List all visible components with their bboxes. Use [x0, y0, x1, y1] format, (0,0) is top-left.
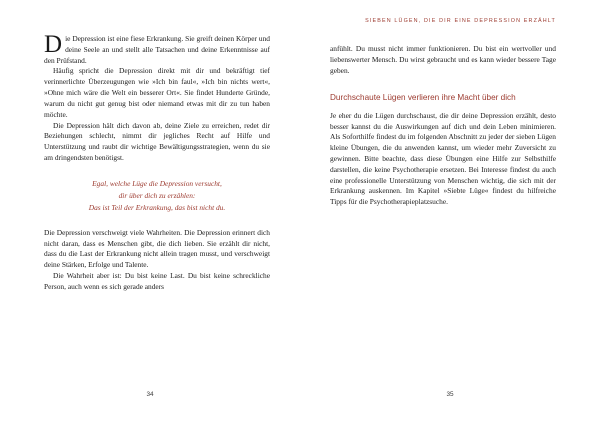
- opening-paragraph: [44, 31, 270, 66]
- folio-left: 34: [146, 391, 154, 398]
- right-column-text-bottom: [330, 111, 556, 208]
- running-head: SIEBEN LÜGEN, DIE DIR EINE DEPRESSION ERZÄHLT: [365, 18, 556, 24]
- left-paragraph-3: Die Depression hält dich davon ab, deine Ziele zu erreichen, redet dir Beziehungen schlecht, nimmt dir jegliches Recht auf Hilfe und Unterstützung und raubt dir wichtige Bewältigungsstrategien, wenn du sie am dringendsten benötigst.: [44, 120, 270, 162]
- right-column-text-top: [330, 44, 556, 76]
- left-column-text-lower: [44, 228, 270, 293]
- left-column-text: [44, 31, 270, 164]
- section-subheading: Durchschaute Lügen verlieren ihre Macht über dich: [330, 93, 516, 103]
- pull-quote: [44, 178, 270, 214]
- left-paragraph-5: Die Wahrheit aber ist: Du bist keine Last. Du bist keine schreckliche Person, auch wenn es sich gerade anders: [44, 270, 270, 291]
- pull-quote-line-1: Egal, welche Lüge die Depression versucht,: [92, 178, 222, 188]
- drop-cap: D: [44, 31, 63, 58]
- page-right: [300, 0, 600, 424]
- left-paragraph-2: Häufig spricht die Depression direkt mit dir und bekräftigt tief verinnerlichte Überzeugungen wie »Ich bin faul«, »Ich bin nichts wert«, »Ohne mich wäre die Welt ein besserer Ort«. Sie findet Hunderte Gründe, warum du nicht gut genug bist oder niemand etwas mit dir zu tun haben möchte.: [44, 66, 270, 119]
- right-paragraph-1: anfühlt. Du musst nicht immer funktionieren. Du bist ein wertvoller und liebenswerter Mensch. Du wirst gebraucht und es kann wieder bessere Tage geben.: [330, 44, 556, 75]
- right-paragraph-2: Je eher du die Lügen durchschaust, die dir deine Depression erzählt, desto besser kannst du die Auswirkungen auf dich und dein Leben minimieren. Als Soforthilfe findest du im folgenden Abschnitt zu jeder der sieben Lügen kleine Übungen, die du anwenden kannst, um wieder mehr Zuversicht zu gewinnen. Bitte beachte, dass diese Übungen eine Hilfe zur Selbsthilfe darstellen, die keine Psychotherapie ersetzen. Bei Interesse findest du auch eine professionelle Unterstützung von Menschen wichtig, die sich mit der Erkrankung auskennen. Im Kapitel »Siebte Lüge« findest du hilfreiche Tipps für die Psychotherapieplatzsuche.: [330, 110, 556, 207]
- folio-right: 35: [446, 391, 454, 398]
- left-paragraph-4: Die Depression verschweigt viele Wahrheiten. Die Depression erinnert dich nicht daran, dass es Menschen gibt, die dich lieben. Sie erzählt dir nicht, dass du die Last der Erkrankung nicht allein tragen musst, und verschweigt deine Stärken, Erfolge und Talente.: [44, 227, 270, 270]
- opening-paragraph-text: ie Depression ist eine fiese Erkrankung. Sie greift deinen Körper und deine Seele an und stellt alle Tatsachen und deine Erkenntnisse auf den Prüfstand.: [44, 34, 270, 65]
- pull-quote-line-3: Das ist Teil der Erkrankung, das bist nicht du.: [88, 202, 226, 212]
- pull-quote-line-2: dir über dich zu erzählen:: [118, 190, 196, 200]
